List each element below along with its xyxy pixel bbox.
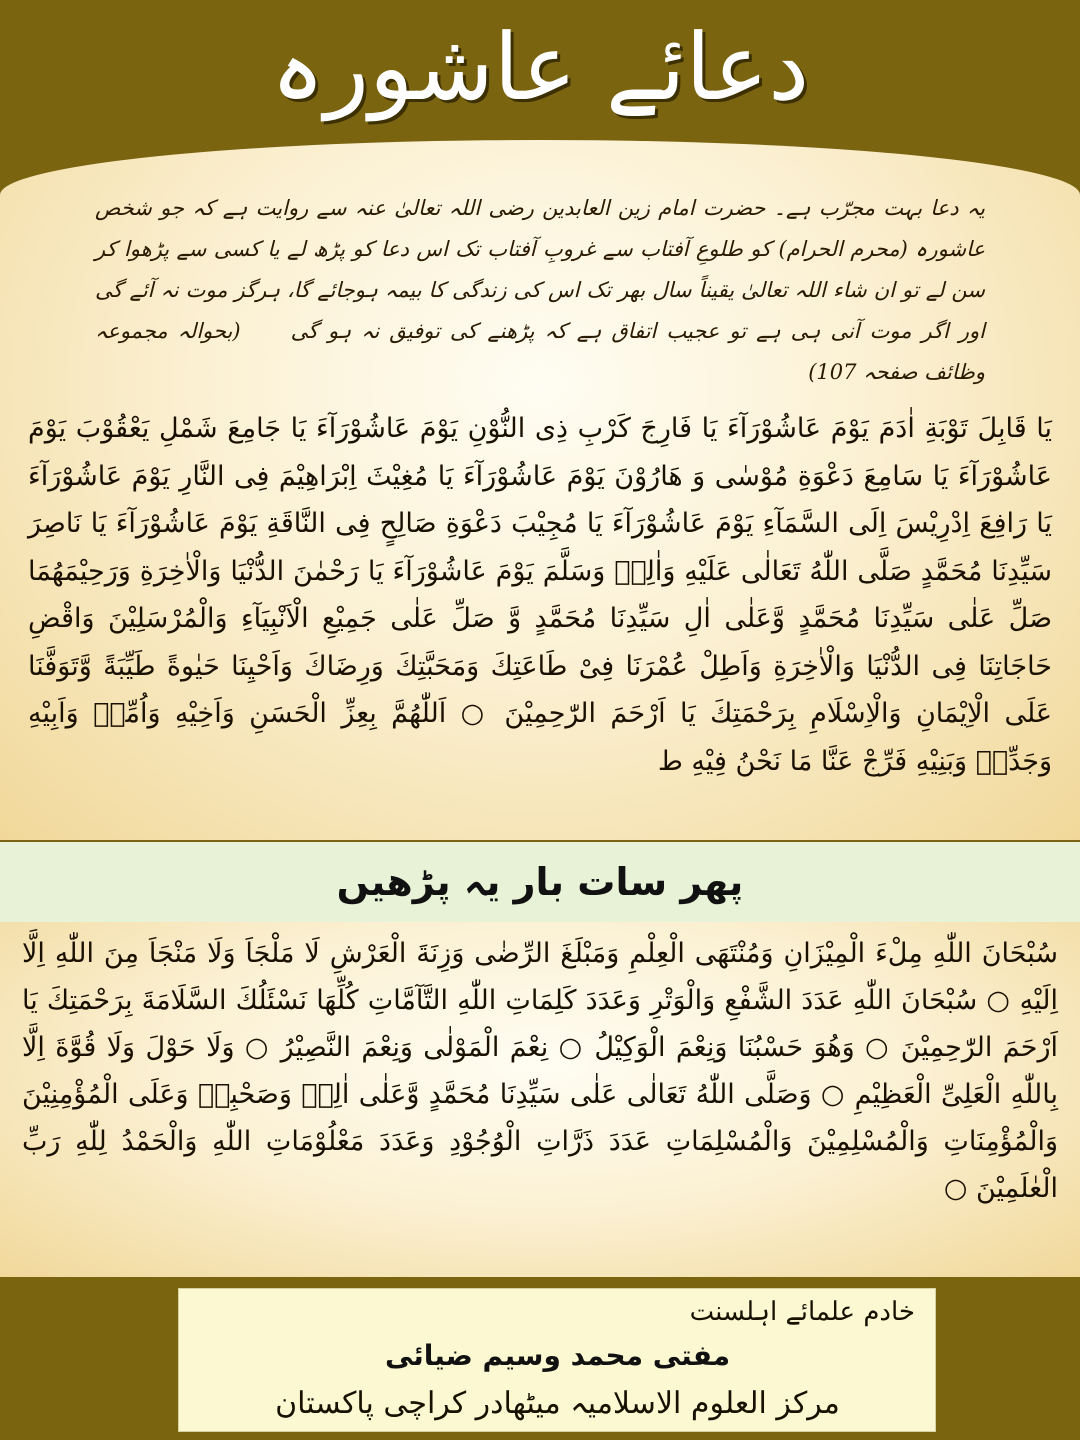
- credit-servant-line: خادم علمائے اہلسنت: [689, 1297, 915, 1327]
- intro-text-block: [95, 188, 985, 398]
- instruction-text: پھر سات بار یہ پڑھیں: [336, 860, 744, 904]
- intro-reference: (بحوالہ مجموعہ وظائف صفحہ 107): [95, 319, 985, 384]
- credit-author-name: مفتی محمد وسیم ضیائی: [384, 1339, 731, 1372]
- dua-text: یَا قَابِلَ تَوْبَةِ اٰدَمَ یَوْمَ عَاشُوْرَآءَ یَا فَارِجَ کَرْبِ ذِی النُّوْنِ یَوْمَ عَاشُوْرَآءَ یَا جَامِعَ شَمْلِ یَعْقُوْبَ یَوْمَ عَاشُوْرَآءَ یَا سَامِعَ دَعْوَةِ مُوْسٰی وَ هَارُوْنَ یَوْمَ عَاشُوْرَآءَ یَا مُغِیْثَ اِبْرَاهِیْمَ فِی النَّارِ یَوْمَ عَاشُوْرَآءَ یَا رَافِعَ اِدْرِیْسَ اِلَی السَّمَآءِ یَوْمَ عَاشُوْرَآءَ یَا مُجِیْبَ دَعْوَةِ صَالِحٍ فِی النَّاقَةِ یَوْمَ عَاشُوْرَآءَ یَا نَاصِرَ سَیِّدِنَا مُحَمَّدٍ صَلَّی اللّٰهُ تَعَالٰی عَلَیْهِ وَاٰلِهٖ وَسَلَّمَ یَوْمَ عَاشُوْرَآءَ یَا رَحْمٰنَ الدُّنْیَا وَالْاٰخِرَةِ وَرَحِیْمَهُمَا صَلِّ عَلٰی سَیِّدِنَا مُحَمَّدٍ وَّعَلٰی اٰلِ سَیِّدِنَا مُحَمَّدٍ وَّ صَلِّ عَلٰی جَمِیْعِ الْاَنْبِیَآءِ وَالْمُرْسَلِیْنَ وَاقْضِ حَاجَاتِنَا فِی الدُّنْیَا وَالْاٰخِرَةِ وَاَطِلْ عُمْرَنَا فِیْ طَاعَتِكَ وَمَحَبَّتِكَ وَرِضَاكَ وَاَحْیِنَا حَیٰوةً طَیِّبَةً وَّتَوَفَّنَا عَلَی الْاِیْمَانِ وَالْاِسْلَامِ بِرَحْمَتِكَ یَا اَرْحَمَ الرّٰحِمِیْنَ ○ اَللّٰهُمَّ بِعِزِّ الْحَسَنِ وَاَخِیْهِ وَاُمِّهٖ وَاَبِیْهِ وَجَدِّهٖ وَبَنِیْهِ فَرِّجْ عَنَّا مَا نَحْنُ فِیْهِ ط: [28, 413, 1052, 777]
- credit-institution: مرکز العلوم الاسلامیہ میٹھادر کراچی پاکستان: [275, 1386, 840, 1421]
- page-title: دعائے عاشورہ: [270, 14, 810, 121]
- tasbih-text: سُبْحَانَ اللّٰهِ مِلْءَ الْمِیْزَانِ وَمُنْتَهَی الْعِلْمِ وَمَبْلَغَ الرِّضٰی وَزِنَةَ الْعَرْشِ لَا مَلْجَاَ وَلَا مَنْجَاَ مِنَ اللّٰهِ اِلَّا اِلَیْهِ ○ سُبْحَانَ اللّٰهِ عَدَدَ الشَّفْعِ وَالْوَتْرِ وَعَدَدَ کَلِمَاتِ اللّٰهِ التَّآمَّاتِ کُلِّهَا نَسْئَلُكَ السَّلَامَةَ بِرَحْمَتِكَ یَا اَرْحَمَ الرّٰحِمِیْنَ ○ وَهُوَ حَسْبُنَا وَنِعْمَ الْوَکِیْلُ ○ نِعْمَ الْمَوْلٰی وَنِعْمَ النَّصِیْرُ ○ وَلَا حَوْلَ وَلَا قُوَّةَ اِلَّا بِاللّٰهِ الْعَلِیِّ الْعَظِیْمِ ○ وَصَلَّی اللّٰهُ تَعَالٰی عَلٰی سَیِّدِنَا مُحَمَّدٍ وَّعَلٰی اٰلِهٖ وَصَحْبِهٖ وَعَلَی الْمُؤْمِنِیْنَ وَالْمُؤْمِنَاتِ وَالْمُسْلِمِیْنَ وَالْمُسْلِمَاتِ عَدَدَ ذَرَّاتِ الْوُجُوْدِ وَعَدَدَ مَعْلُوْمَاتِ اللّٰهِ وَالْحَمْدُ لِلّٰهِ رَبِّ الْعٰلَمِیْنَ ○: [22, 938, 1058, 1204]
- intro-text: یہ دعا بہت مجرّب ہے۔ حضرت امام زین العابدین رضی اللہ تعالیٰ عنہ سے روایت ہے کہ جو شخص عاشورہ (محرم الحرام) کو طلوعِ آفتاب سے غروبِ آفتاب تک اس دعا کو پڑھ لے یا کسی سے پڑھوا کر سن لے تو ان شاء اللہ تعالیٰ یقیناً سال بھر تک اس کی زندگی کا بیمہ ہوجائے گا، ہرگز موت نہ آئے گی اور اگر موت آنی ہی ہے تو عجیب اتفاق ہے کہ پڑھنے کی توفیق نہ ہو گی: [95, 196, 985, 343]
- instruction-band: [0, 842, 1080, 922]
